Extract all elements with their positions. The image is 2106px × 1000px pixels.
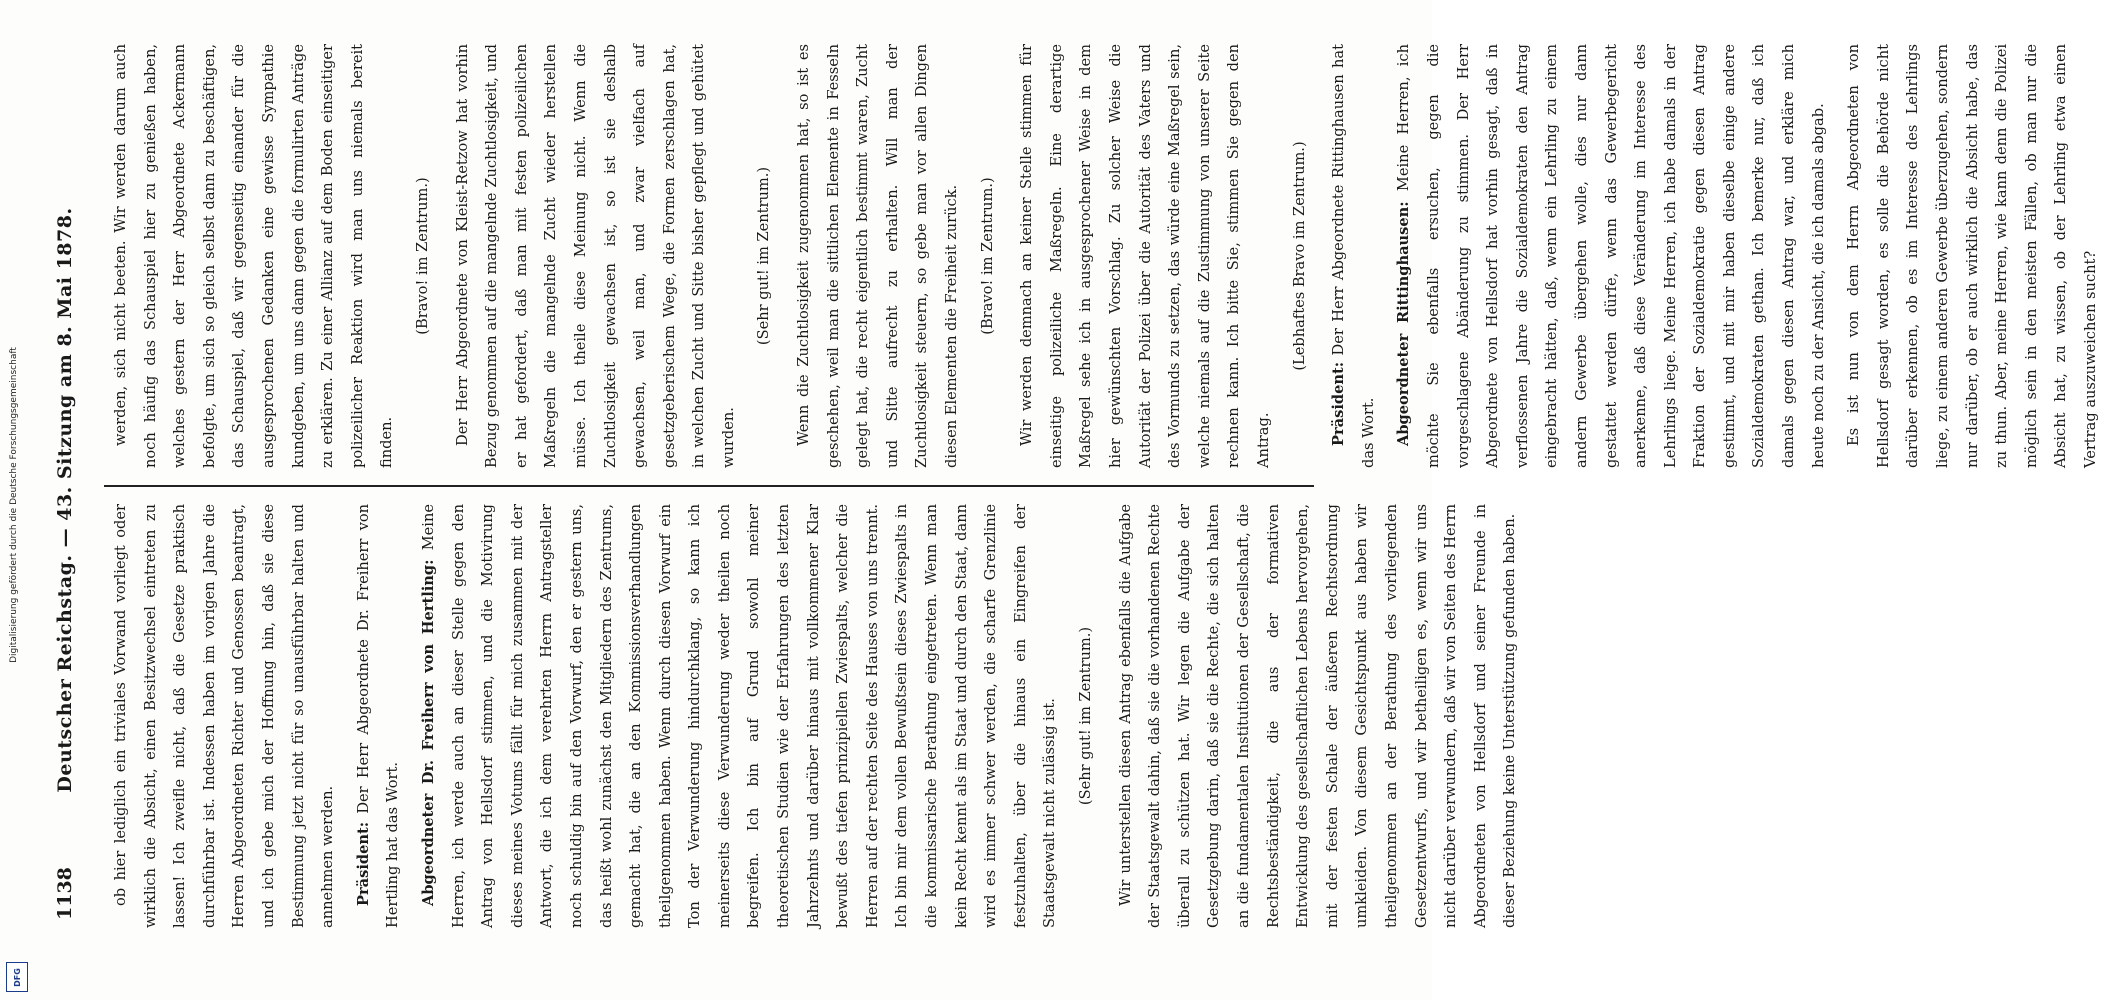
speaker-name: Präsident: — [354, 821, 372, 906]
speaker-name: Abgeordneter Dr. Freiherr von Hertling: — [419, 559, 437, 906]
speech-text: Der Herr Abgeordnete Dr. Freiherr von Hertling hat das Wort. — [354, 504, 402, 928]
logo-text: DFG — [12, 967, 22, 987]
speech-paragraph — [349, 504, 408, 928]
speech-paragraph — [414, 504, 1065, 928]
text-paragraph: Der Herr Abgeordnete von Kleist-Retzow hat vorhin Bezug genommen auf die mangelnde Zuchtlosigkeit, und er hat gefordert, daß man mit festen polizeilichen Maßregeln die mangelnde Zucht wieder herstellen müsse. Ich theile diese Meinung nicht. Wenn die Zuchtlosigkeit gewachsen ist, so ist sie deshalb gewachsen, weil man, und zwar vielfach auf gesetzgeberischem Wege, die Formen zerschlagen hat, in welchen Zucht und Sitte bisher gepflegt und gehütet wurden. — [453, 44, 737, 468]
page-title: Deutscher Reichstag. — 43. Sitzung am 8. Mai 1878. — [54, 207, 76, 793]
column-divider — [104, 485, 1314, 487]
page-header — [40, 0, 100, 1000]
left-column — [106, 504, 1519, 928]
text-paragraph: ob hier lediglich ein triviales Vorwand vorliegt oder wirklich die Absicht, einen Besitzwechsel eintreten zu lassen! Ich zweifle nicht, daß die Gesetze praktisch durchführbar ist. Indessen haben im vorigen Jahre die Herren Abgeordneten Richter und Genossen beantragt, und ich gebe mich der Hoffnung hin, daß sie diese Bestimmung jetzt nicht für so unausführbar halten und annehmen werden. — [112, 504, 337, 928]
text-paragraph: Wir unterstellen diesen Antrag ebenfalls die Aufgabe der Staatsgewalt dahin, daß sie die vorhandenen Rechte überall zu schützen hat. Wir legen die Aufgabe der Gesetzgebung darin, daß sie die Rechte, die sich halten an die fundamentalen Institutionen der Gesellschaft, die Rechtsbeständigkeit, die aus der formativen Entwicklung des gesellschaftlichen Lebens hervorgehen, mit der festen Schale der äußeren Rechtsordnung umkleiden. Von diesem Gesichtspunkt aus haben wir theilgenommen an der Berathung des vorliegenden Gesetzentwurfs, und wir betheiligen es, wenn wir uns nicht darüber verwundern, daß wir von Seiten des Herrn Abgeordneten von Hellsdorf und seiner Freunde in dieser Beziehung keine Unterstützung gefunden haben. — [1116, 504, 1519, 928]
text-paragraph: werden, sich nicht beeten. Wir werden darum auch noch häufig das Schauspiel hier zu genießen haben, welches gestern der Herr Abgeordnete Ackermann befolgte, um sich so gleich selbst dann zu beschäftigen, das Schauspiel, daß wir gegenseitig einander für die ausgesprochenen Gedanken eine gewisse Sympathie kundgeben, um uns dann gegen die formulirten Anträge zu erklären. Zu einer Allianz auf dem Boden einseitiger polizeilicher Reaktion wird man uns niemals bereit finden. — [112, 44, 396, 468]
speech-paragraph — [1389, 44, 1833, 468]
page-number: 1138 — [54, 867, 76, 920]
interjection: (Lebhaftes Bravo im Zentrum.) — [1290, 141, 1308, 371]
interjection: (Bravo! im Zentrum.) — [413, 177, 431, 335]
speech-text: Meine Herren, ich werde auch an dieser Stelle gegen den Antrag von Hellsdorf stimmen, und die Motivirung dieses meines Votums fällt für mich zusammen mit der Antwort, die ich dem verehrten Herrn Antragsteller noch schuldig bin auf den Vorwurf, den er gestern uns, das heißt wohl zunächst den Mitgliedern des Zentrums, gemacht hat, die an den Kommissionsverhandlungen theilgenommen haben. Wenn durch diesen Vorwurf ein Ton der Verwunderung hindurchklang, so kann ich meinerseits diese Verwunderung weder theilen noch begreifen. Ich bin auf Grund sowohl meiner theoretischen Studien wie der Erfahrungen des letzten Jahrzehnts und darüber hinaus mit vollkommener Klar bewußt des tiefen prinzipiellen Zwiespalts, welcher die Herren auf der rechten Seite des Hauses von uns trennt. Ich bin mir dem vollen Bewußtsein dieses Zwiespalts in die kommissarische Berathung eingetreten. Wenn man kein Recht kennt als im Staat und durch den Staat, dann wird es immer schwer werden, die scharfe Grenzlinie festzuhalten, über die hinaus ein Eingreifen der Staatsgewalt nicht zulässig ist. — [419, 504, 1059, 928]
speaker-name: Präsident: — [1330, 361, 1348, 446]
speech-text: Meine Herren, ich möchte Sie ebenfalls ersuchen, gegen die vorgeschlagene Abänderung zu stimmen. Der Herr Abgeordnete von Hellsdorf hat vorhin gesagt, daß in verflossenen Jahre die Sozialdemokraten den Antrag eingebracht hätten, daß, wenn ein Lehrling zu einem andern Gewerbe übergehen wolle, dies nur dann gestattet werden dürfe, wenn das Gewerbegericht anerkenne, daß diese Veränderung im Interesse des Lehrlings liege. Meine Herren, ich habe damals in der Fraktion der Sozialdemokratie gegen diesen Antrag gestimmt, und mit mir haben dieselbe einige andere Sozialdemokraten gethan. Ich bemerke nur, daß ich damals gegen diesen Antrag war, und erkläre mich heute noch zu der Ansicht, die ich damals abgab. — [1395, 44, 1827, 468]
speaker-name: Abgeordneter Rittinghausen: — [1395, 201, 1413, 446]
speech-text: Der Herr Abgeordnete Rittinghausen hat das Wort. — [1330, 44, 1377, 468]
text-paragraph: Wenn die Zuchtlosigkeit zugenommen hat, so ist es geschehen, weil man die sittlichen Elemente in Fesseln gelegt hat, die recht eigentlich bestimmt waren, Zucht und Sitte aufrecht zu erhalten. Will man der Zuchtlosigkeit steuern, so gebe man vor allen Dingen diesen Elementen die Freiheit zurück. — [795, 44, 961, 468]
interjection: (Bravo! im Zentrum.) — [978, 177, 996, 335]
right-column — [106, 44, 2099, 468]
speech-paragraph — [1324, 44, 1383, 468]
interjection: (Sehr gut! im Zentrum.) — [1077, 626, 1094, 806]
text-paragraph: Wir werden demnach an keiner Stelle stimmen für einseitige polizeiliche Maßregeln. Eine derartige Maßregel sehe ich in ausgesprochener Weise in dem hier gewünschten Vorschlag. Zu solcher Weise die Autorität der Polizei über die Autorität des Vaters und des Vormunds zu setzen, das würde eine Maßregel sein, welche niemals auf die Zustimmung von unserer Seite rechnen kann. Ich bitte Sie, stimmen Sie gegen den Antrag. — [1018, 44, 1272, 468]
text-paragraph: Es ist nun von dem Herrn Abgeordneten von Hellsdorf gesagt worden, es solle die Behörde nicht darüber erkennen, ob es im Interesse des Lehrlings liege, zu einem anderen Gewerbe überzugehen, sondern nur darüber, ob er auch wirklich die Absicht habe, das zu thun. Aber, meine Herren, wie kann denn die Polizei möglich sein in den meisten Fällen, ob man nur die Absicht hat, zu wissen, ob der Lehrling etwa einen Vertrag auszuweichen sucht? — [1845, 44, 2099, 468]
credit-text: Digitalisierung gefördert durch die Deutsche Forschungsgemeinschaft — [9, 347, 19, 663]
interjection: (Sehr gut! im Zentrum.) — [755, 166, 773, 346]
